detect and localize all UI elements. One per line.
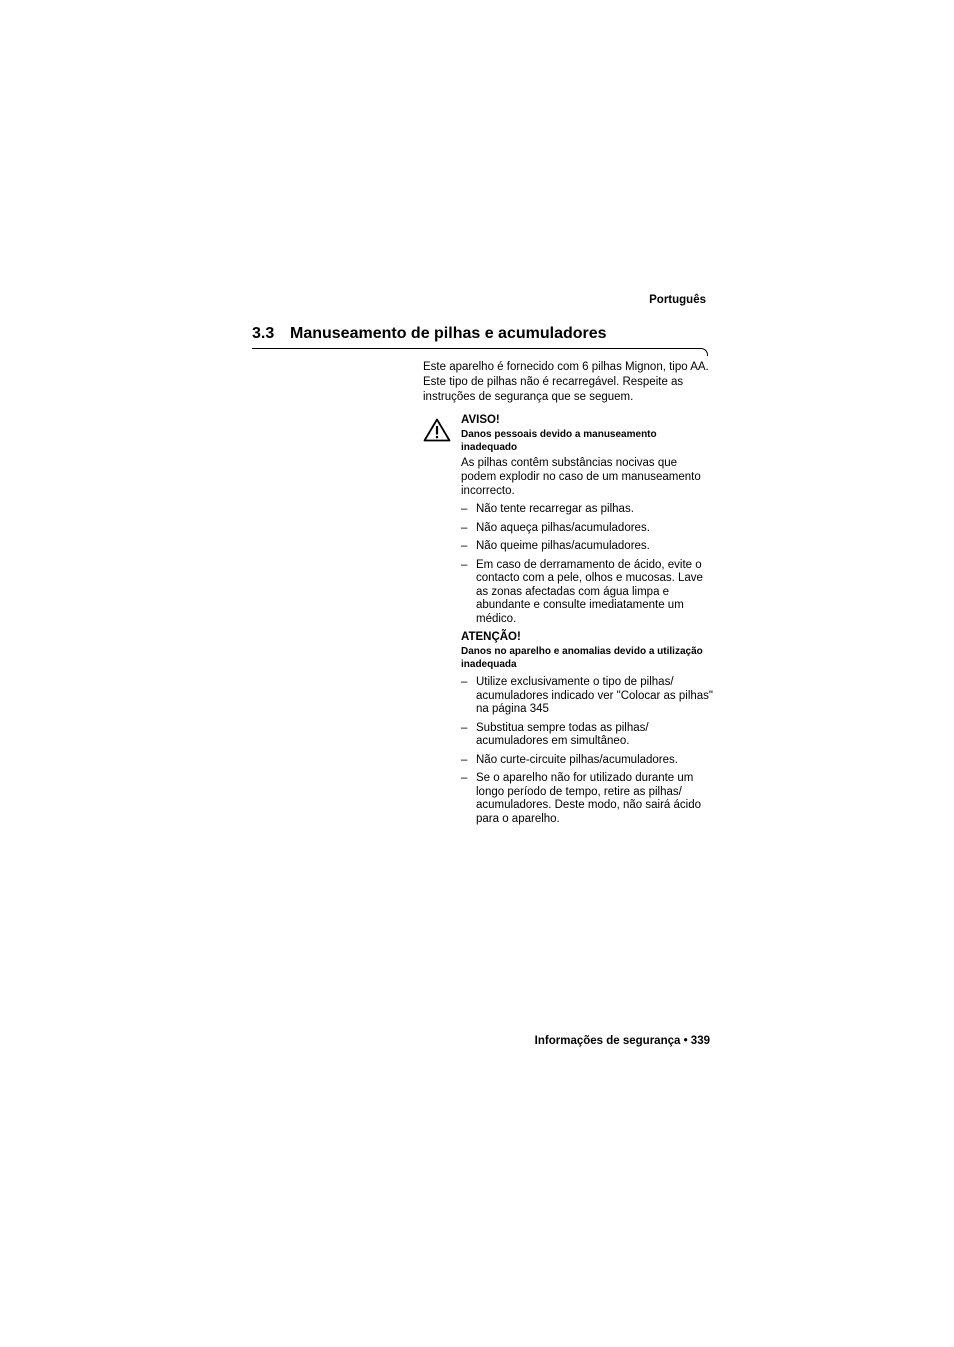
list-item: – Utilize exclusivamente o tipo de pilhas/ acumuladores indicado ver "Colocar as pilhas" na página 345 bbox=[461, 676, 714, 715]
language-label: Português bbox=[649, 294, 706, 306]
list-item: – Não queime pilhas/acumuladores. bbox=[461, 540, 650, 552]
caution-subtitle: Danos no aparelho e anomalias devido a utilização inadequada bbox=[461, 646, 703, 670]
list-item: – Não aqueça pilhas/acumuladores. bbox=[461, 521, 650, 534]
list-item: – Em caso de derramamento de ácido, evite o contacto com a pele, olhos e mucosas. Lave as zonas afectadas com água limpa e abundante e consulte imediatamente um médico. bbox=[461, 558, 703, 625]
warning-list bbox=[461, 503, 713, 626]
warning-label: AVISO! bbox=[461, 414, 500, 426]
caution-label: ATENÇÃO! bbox=[461, 631, 521, 643]
list-item: – Substitua sempre todas as pilhas/ acumuladores em simultâneo. bbox=[461, 721, 649, 747]
page-footer: Informações de segurança • 339 bbox=[534, 1035, 710, 1047]
list-item: – Não curte-circuite pilhas/acumuladores. bbox=[461, 753, 678, 766]
section-title: Manuseamento de pilhas e acumuladores bbox=[290, 325, 607, 342]
section-rule bbox=[252, 348, 701, 349]
warning-triangle-icon bbox=[423, 418, 451, 442]
section-rule-corner bbox=[700, 348, 708, 356]
section-heading bbox=[252, 325, 607, 343]
warning-subtitle: Danos pessoais devido a manuseamento inadequado bbox=[461, 429, 657, 453]
caution-block bbox=[461, 630, 713, 826]
list-item: – Não tente recarregar as pilhas. bbox=[461, 503, 634, 515]
intro-paragraph: Este aparelho é fornecido com 6 pilhas Mignon, tipo AA. Este tipo de pilhas não é recarregável. Respeite as instruções de segurança que se seguem. bbox=[423, 361, 709, 403]
list-item: – Se o aparelho não for utilizado durante um longo período de tempo, retire as pilhas/ acumuladores. Deste modo, não sairá ácido para o aparelho. bbox=[461, 772, 702, 825]
warning-body: As pilhas contêm substâncias nocivas que podem explodir no caso de um manuseamento incorrecto. bbox=[461, 457, 701, 497]
section-number: 3.3 bbox=[252, 325, 275, 342]
caution-list bbox=[461, 676, 713, 826]
warning-block bbox=[461, 413, 713, 626]
